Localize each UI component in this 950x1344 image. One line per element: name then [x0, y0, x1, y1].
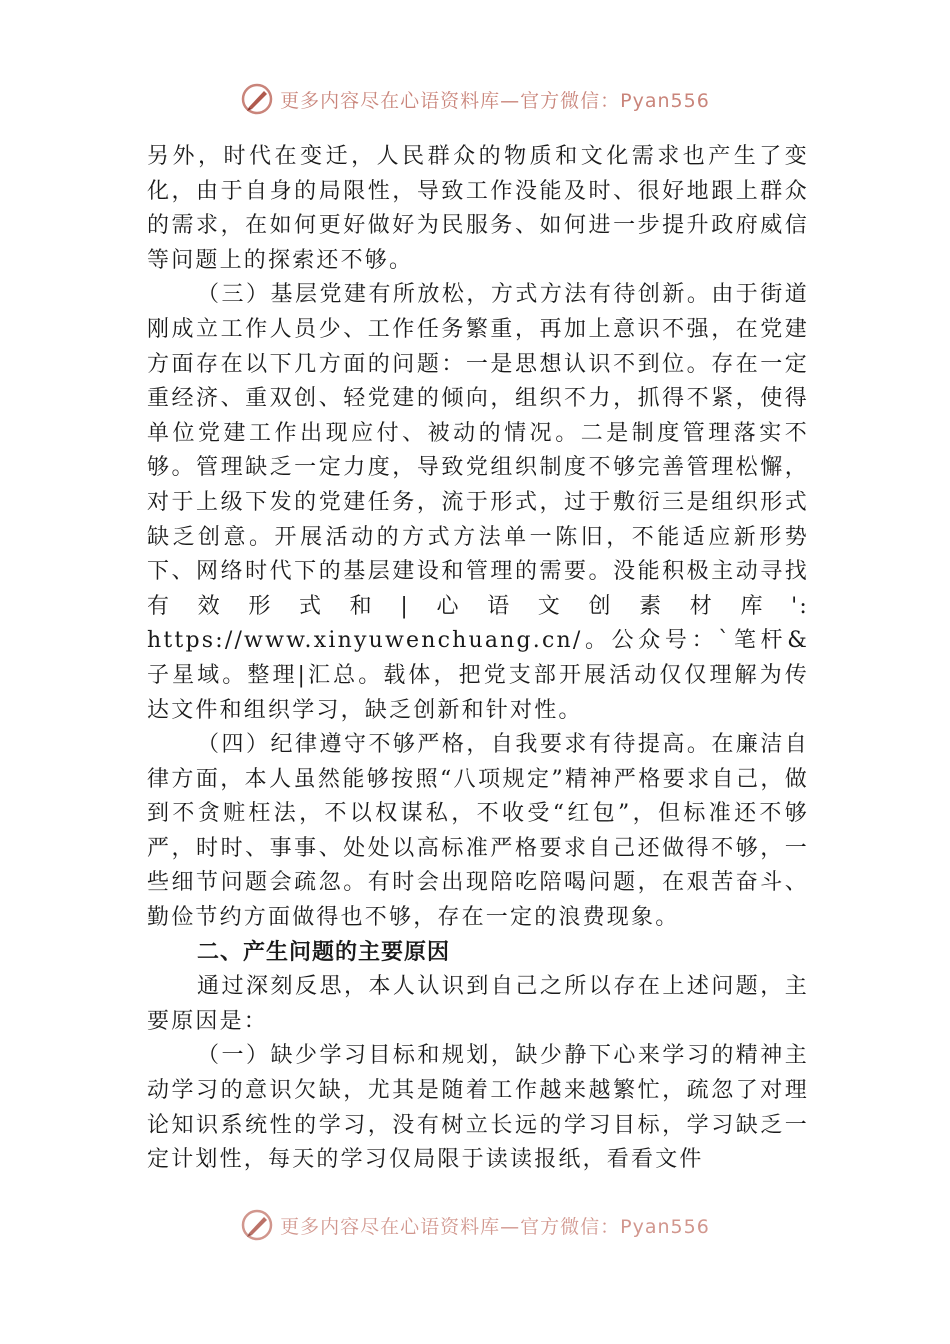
watermark-text: 更多内容尽在心语资料库—官方微信：Pyan556	[280, 1215, 710, 1238]
paragraph: （一）缺少学习目标和规划，缺少静下心来学习的精神主动学习的意识欠缺，尤其是随着工作越来越繁忙，疏忽了对理论知识系统性的学习，没有树立长远的学习目标，学习缺乏一定计划性，每天的学习仅局限于读读报纸，看看文件	[147, 1043, 809, 1173]
section-heading: 二、产生问题的主要原因	[197, 939, 451, 965]
paragraph: 通过深刻反思，本人认识到自己之所以存在上述问题，主要原因是：	[147, 974, 809, 1034]
paragraph: 另外，时代在变迁，人民群众的物质和文化需求也产生了变化，由于自身的局限性，导致工作没能及时、很好地跟上群众的需求，在如何更好做好为民服务、如何进一步提升政府威信等问题上的探索还不够。	[147, 144, 809, 273]
pen-circle-icon	[240, 1208, 274, 1242]
pen-circle-icon	[240, 82, 274, 116]
paragraph: （三）基层党建有所放松，方式方法有待创新。由于街道刚成立工作人员少、工作任务繁重，再加上意识不强，在党建方面存在以下几方面的问题：一是思想认识不到位。存在一定重经济、重双创、轻党建的倾向，组织不力，抓得不紧，使得单位党建工作出现应付、被动的情况。二是制度管理落实不够。管理缺乏一定力度，导致党组织制度不够完善管理松懈，对于上级下发的党建任务，流于形式，过于敷衍三是组织形式缺乏创意。开展活动的方式方法单一陈旧，不能适应新形势下、网络时代下的基层建设和管理的需要。没能积极主动寻找有效形式和|心语文创素材库': https://www.xinyuwenchuang.cn/。公众号：`笔杆&子星域。整理|汇总。载体，把党支部开展活动仅仅理解为传达文件和组织学习，缺乏创新和针对性。	[147, 282, 809, 723]
paragraph: （四）纪律遵守不够严格，自我要求有待提高。在廉洁自律方面，本人虽然能够按照“八项规定”精神严格要求自己，做到不贪赃枉法，不以权谋私，不收受“红包”，但标准还不够严，时时、事事、处处以高标准严格要求自己还做得不够，一些细节问题会疏忽。有时会出现陪吃陪喝问题，在艰苦奋斗、勤俭节约方面做得也不够，存在一定的浪费现象。	[147, 732, 809, 931]
watermark-footer	[0, 1208, 950, 1242]
watermark-header	[0, 82, 950, 116]
watermark-text: 更多内容尽在心语资料库—官方微信：Pyan556	[280, 89, 710, 112]
document-body	[147, 140, 809, 1178]
